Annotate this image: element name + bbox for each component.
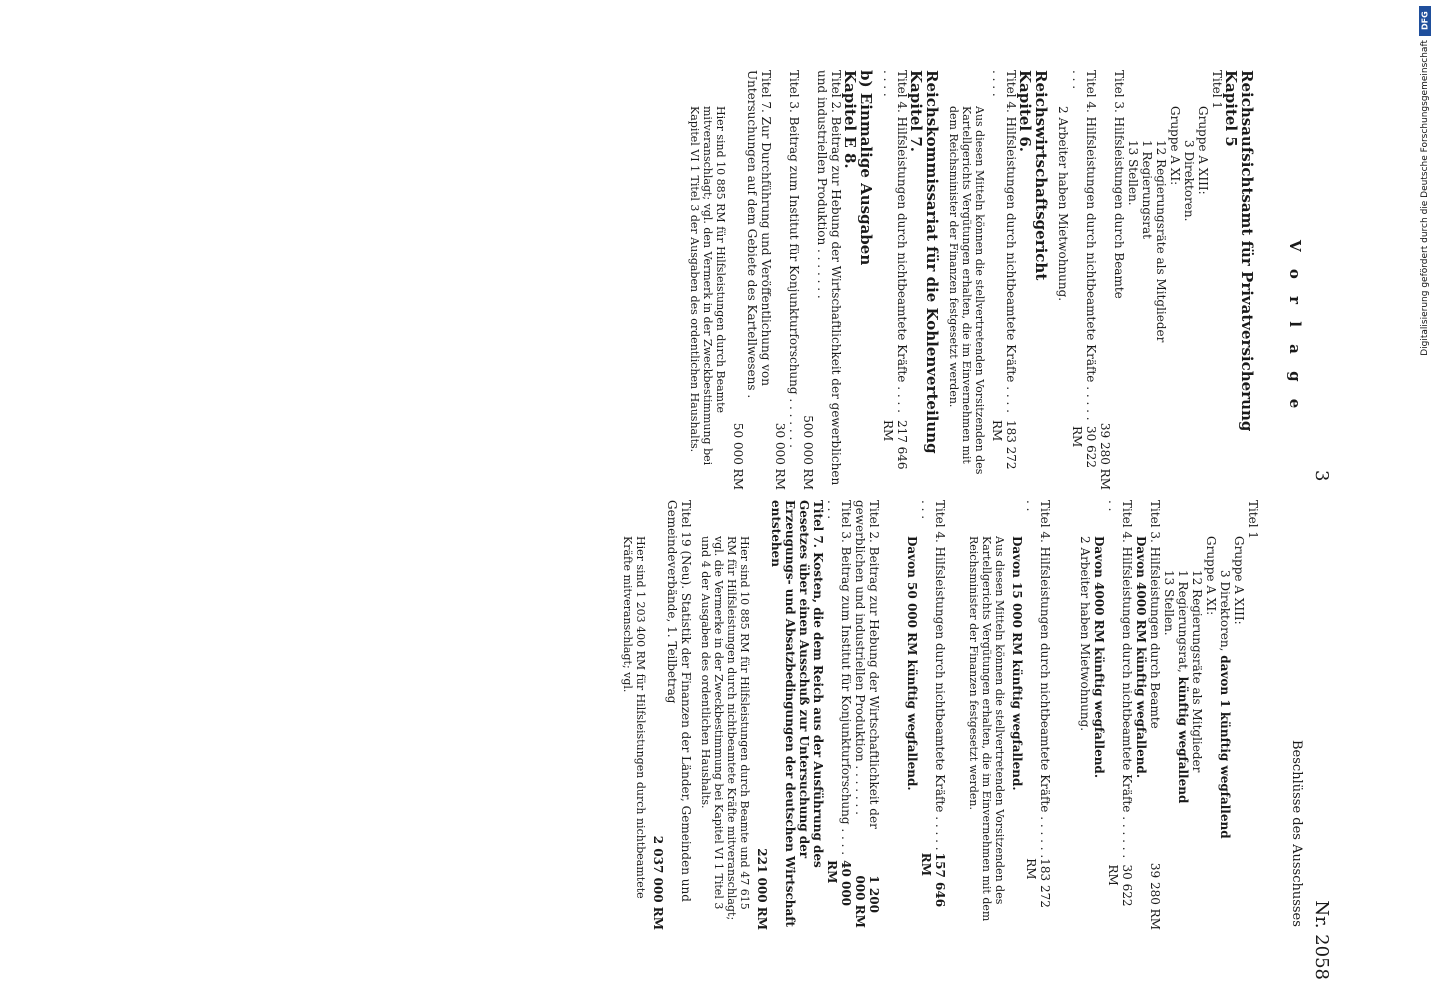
amount: 2 037 000 RM bbox=[651, 835, 665, 930]
titel-4-line bbox=[990, 70, 1018, 490]
right-column bbox=[613, 500, 1260, 930]
gruppe-line: Gruppe A XI: bbox=[1168, 106, 1182, 186]
amount: 221 000 RM bbox=[755, 848, 769, 930]
titel-2-text: Titel 2. Beitrag zur Hebung der Wirtschaftlichkeit der gewerblichen und industriellen Produktion . . . . . . . bbox=[853, 500, 881, 829]
amount: 40 000 RM bbox=[825, 860, 853, 907]
left-kapitel-7 bbox=[881, 70, 923, 490]
amount: 30 622 RM bbox=[1070, 426, 1098, 469]
dfg-credit-text: Digitalisierung gefördert durch die Deutsche Forschungsgemeinschaft bbox=[1420, 40, 1430, 356]
direktoren-line bbox=[1218, 500, 1232, 930]
dfg-credit bbox=[1412, 6, 1434, 996]
titel-3-text: Titel 3. Beitrag zum Institut für Konjunkturforschung . . . . . . . bbox=[825, 500, 853, 856]
amount: 157 646 RM bbox=[919, 852, 947, 908]
regierungsrat-line: 1 Regierungsrat bbox=[1140, 140, 1154, 239]
kapitel-heading: Kapitel 5 bbox=[1222, 70, 1240, 147]
arbeiter-line: 2 Arbeiter haben Mietwohnung. bbox=[1056, 106, 1070, 302]
direktoren-text: 3 Direktoren, bbox=[1218, 570, 1232, 652]
left-heading: V o r l a g e bbox=[1286, 240, 1304, 415]
amount: 30 622 RM bbox=[1106, 864, 1134, 907]
titel-19-text: Titel 19 (Neu). Statistik der Finanzen der Länder, Gemeinden und Gemeindeverbände, 1. Teilbetrag bbox=[665, 500, 693, 902]
dfg-logo: DFG bbox=[1419, 6, 1431, 36]
right-page-number: Nr. 2058 bbox=[1311, 900, 1332, 980]
amount: 183 272 RM bbox=[1024, 858, 1052, 908]
titel-4-text: Titel 4. Hilfsleistungen durch nichtbeamtete Kräfte . . . . . . . . bbox=[881, 70, 909, 413]
titel-2-text: Titel 2. Beitrag zur Hebung der Wirtschaftlichkeit der gewerblichen und industriellen Produktion . . . . . . . bbox=[815, 70, 843, 486]
arbeiter-line: 2 Arbeiter haben Mietwohnung. bbox=[1078, 536, 1092, 732]
note: Aus diesen Mitteln können die stellvertretenden Vorsitzenden des Kartellgerichts Vergütungen erhalten, die im Einvernehmen mit dem Reichsminister der Finanzen festgesetzt werden. bbox=[947, 106, 986, 475]
regierungsraete-line: 12 Regierungsräte als Mitglieder bbox=[1154, 140, 1168, 343]
amount: 30 000 RM bbox=[773, 422, 787, 490]
amount: 1 200 000 RM bbox=[853, 875, 881, 928]
wegfall-note: künftig wegfallend bbox=[1176, 676, 1190, 804]
section-title-reichswirtschaftsgericht: Reichswirtschaftsgericht bbox=[1032, 70, 1050, 281]
titel-2-line bbox=[853, 500, 881, 930]
document-page bbox=[82, 0, 1342, 1000]
wegfall-note: Davon 4000 RM künftig wegfallend. bbox=[1134, 536, 1148, 779]
wegfall-note: Davon 15 000 RM künftig wegfallend. bbox=[1010, 536, 1024, 791]
wegfall-note: davon 1 künftig wegfallend bbox=[1218, 655, 1232, 839]
right-kapitel-5 bbox=[1078, 500, 1260, 930]
section-title-reichsaufsichtsamt: Reichsaufsichtsamt für Privatversicherung bbox=[1238, 70, 1256, 432]
right-kapitel-7 bbox=[905, 500, 947, 930]
right-heading: Beschlüsse des Ausschusses bbox=[1289, 740, 1304, 927]
wegfall-note: Davon 50 000 RM künftig wegfallend. bbox=[905, 536, 919, 791]
titel-4-text: Titel 4. Hilfsleistungen durch nichtbeamtete Kräfte . . . . . . . . bbox=[990, 70, 1018, 413]
amount: 39 280 RM bbox=[1098, 422, 1112, 490]
titel-4-line bbox=[1070, 70, 1098, 490]
titel-4-line bbox=[881, 70, 909, 490]
direktoren-line: 3 Direktoren. bbox=[1182, 140, 1196, 222]
regierungsraete-line: 12 Regierungsräte als Mitglieder bbox=[1190, 570, 1204, 773]
left-kapitel-6 bbox=[947, 70, 1032, 490]
titel-3-line bbox=[825, 500, 853, 930]
titel-3-line bbox=[1148, 500, 1162, 930]
amount: 500 000 RM bbox=[801, 415, 815, 490]
rotated-content bbox=[82, 0, 1342, 1000]
titel-4-text: Titel 4. Hilfsleistungen durch nichtbeamtete Kräfte . . . . . . . . bbox=[1070, 70, 1098, 421]
note: Hier sind 1 203 400 RM für Hilfsleistungen durch nichtbeamtete Kräfte mitveranschlagt; vgl. bbox=[621, 536, 647, 899]
left-kapitel-e8 bbox=[688, 70, 857, 490]
amount: 183 272 RM bbox=[990, 419, 1018, 470]
titel-4-line bbox=[1106, 500, 1134, 930]
stellen-line: 13 Stellen. bbox=[1162, 570, 1176, 636]
left-column bbox=[680, 70, 1260, 490]
titel-4-text: Titel 4. Hilfsleistungen durch nichtbeamtete Kräfte . . . . . . . . bbox=[919, 500, 947, 851]
titel-4-line bbox=[1024, 500, 1052, 930]
gruppe-line: Gruppe A XIII: bbox=[1196, 106, 1210, 195]
right-kapitel-6 bbox=[967, 500, 1052, 930]
amount: 217 646 RM bbox=[881, 419, 909, 470]
kapitel-heading: Kapitel 6. bbox=[1016, 70, 1034, 152]
left-page-number: 3 bbox=[1311, 470, 1332, 482]
kapitel-heading: Kapitel 7. bbox=[907, 70, 925, 152]
right-kapitel-e8 bbox=[621, 500, 881, 930]
titel-3-text: Titel 3. Hilfsleistungen durch Beamte bbox=[1148, 500, 1162, 729]
titel-3-line: Titel 3. Hilfsleistungen durch Beamte bbox=[1112, 70, 1126, 299]
stellen-line: 13 Stellen. bbox=[1126, 140, 1140, 206]
note: Aus diesen Mitteln können die stellvertretenden Vorsitzenden des Kartellgerichts Vergütungen erhalten, die im Einvernehmen mit dem Reichsminister der Finanzen festgesetzt werden. bbox=[967, 536, 1006, 922]
titel-line: Titel 1 bbox=[1210, 70, 1224, 110]
left-kapitel-5 bbox=[1056, 70, 1238, 490]
note: Hier sind 10 885 RM für Hilfsleistungen durch Beamte mitveranschlagt; vgl. den Vermerk in der Zweckbestimmung bei Kapitel VI 1 Titel 3 der Ausgaben des ordentlichen Haushalts. bbox=[688, 106, 727, 466]
amount: 39 280 RM bbox=[1148, 862, 1162, 930]
regierungsrat-text: 1 Regierungsrat, bbox=[1176, 570, 1190, 673]
titel-4-line bbox=[919, 500, 947, 930]
titel-3-text: Titel 3. Beitrag zum Institut für Konjunkturforschung . . . . . . . bbox=[787, 70, 801, 448]
gruppe-line: Gruppe A XI: bbox=[1204, 536, 1218, 616]
note: Hier sind 10 885 RM für Hilfsleistungen durch Beamte und 47 615 RM für Hilfsleistungen durch nichtbeamtete Kräfte mitveranschlagt; vgl. die Vermerke in der Zweckbestimmung bei Kapitel VI 1 Titel 3 und 4 der Ausgaben des ordentlichen Haushalts. bbox=[699, 536, 751, 921]
wegfall-note: Davon 4000 RM künftig wegfallend. bbox=[1092, 536, 1106, 779]
titel-7-text: Titel 7. Zur Durchführung und Veröffentlichung von Untersuchungen auf dem Gebiete des Kartellwesens . bbox=[745, 70, 773, 399]
kapitel-heading: Kapitel E 8. bbox=[841, 70, 859, 169]
titel-4-text: Titel 4. Hilfsleistungen durch nichtbeamtete Kräfte . . . . . . . . bbox=[1024, 500, 1052, 859]
section-title-einmalige-ausgaben: b) Einmalige Ausgaben bbox=[857, 70, 875, 266]
titel-line: Titel 1 bbox=[1246, 500, 1260, 540]
titel-7-text: Titel 7. Kosten, die dem Reich aus der Ausführung des Gesetzes über einen Ausschuß zur Untersuchung der Erzeugungs- und Absatzbedingungen der deutschen Wirtschaft entstehen bbox=[769, 500, 825, 927]
page-header bbox=[1262, 0, 1342, 1000]
titel-4-text: Titel 4. Hilfsleistungen durch nichtbeamtete Kräfte . . . . . . . . bbox=[1106, 500, 1134, 859]
amount: 50 000 RM bbox=[731, 422, 745, 490]
regierungsrat-line bbox=[1176, 500, 1190, 930]
section-title-kohlenverteilung: Reichskommissariat für die Kohlenverteilung bbox=[923, 70, 941, 454]
gruppe-line: Gruppe A XIII: bbox=[1232, 536, 1246, 625]
